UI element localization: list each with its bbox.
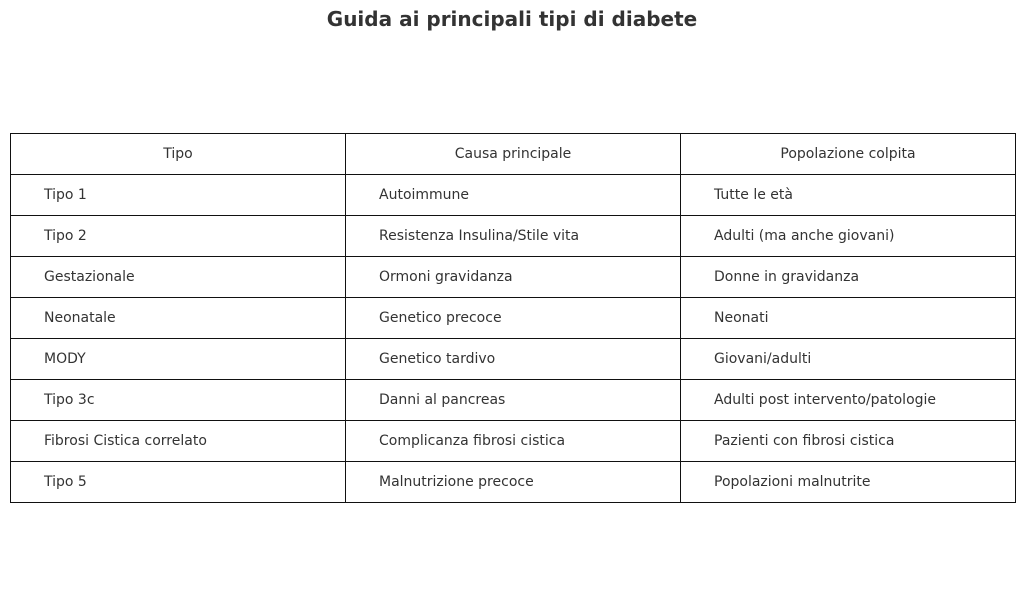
cell-causa: Danni al pancreas (346, 380, 681, 421)
page-title: Guida ai principali tipi di diabete (326, 7, 698, 31)
cell-tipo: MODY (11, 339, 346, 380)
header-row (11, 134, 1016, 175)
table-row (11, 421, 1016, 462)
cell-causa: Resistenza Insulina/Stile vita (346, 216, 681, 257)
column-header-tipo: Tipo (11, 134, 346, 175)
column-header-popolazione: Popolazione colpita (681, 134, 1016, 175)
table-row (11, 175, 1016, 216)
cell-popolazione: Neonati (681, 298, 1016, 339)
table-row (11, 298, 1016, 339)
table-header (11, 134, 1016, 175)
cell-causa: Genetico tardivo (346, 339, 681, 380)
table-row (11, 257, 1016, 298)
cell-tipo: Tipo 1 (11, 175, 346, 216)
cell-causa: Malnutrizione precoce (346, 462, 681, 503)
column-header-causa: Causa principale (346, 134, 681, 175)
cell-popolazione: Tutte le età (681, 175, 1016, 216)
diabetes-types-table (10, 133, 1016, 503)
cell-popolazione: Donne in gravidanza (681, 257, 1016, 298)
cell-causa: Complicanza fibrosi cistica (346, 421, 681, 462)
cell-tipo: Fibrosi Cistica correlato (11, 421, 346, 462)
cell-popolazione: Adulti post intervento/patologie (681, 380, 1016, 421)
cell-popolazione: Popolazioni malnutrite (681, 462, 1016, 503)
table-row (11, 216, 1016, 257)
cell-causa: Ormoni gravidanza (346, 257, 681, 298)
cell-causa: Autoimmune (346, 175, 681, 216)
table-row (11, 380, 1016, 421)
cell-popolazione: Giovani/adulti (681, 339, 1016, 380)
cell-causa: Genetico precoce (346, 298, 681, 339)
table-row (11, 339, 1016, 380)
cell-tipo: Gestazionale (11, 257, 346, 298)
cell-tipo: Tipo 2 (11, 216, 346, 257)
cell-tipo: Tipo 5 (11, 462, 346, 503)
cell-tipo: Neonatale (11, 298, 346, 339)
cell-tipo: Tipo 3c (11, 380, 346, 421)
cell-popolazione: Adulti (ma anche giovani) (681, 216, 1016, 257)
table-body (11, 175, 1016, 503)
table-row (11, 462, 1016, 503)
cell-popolazione: Pazienti con fibrosi cistica (681, 421, 1016, 462)
